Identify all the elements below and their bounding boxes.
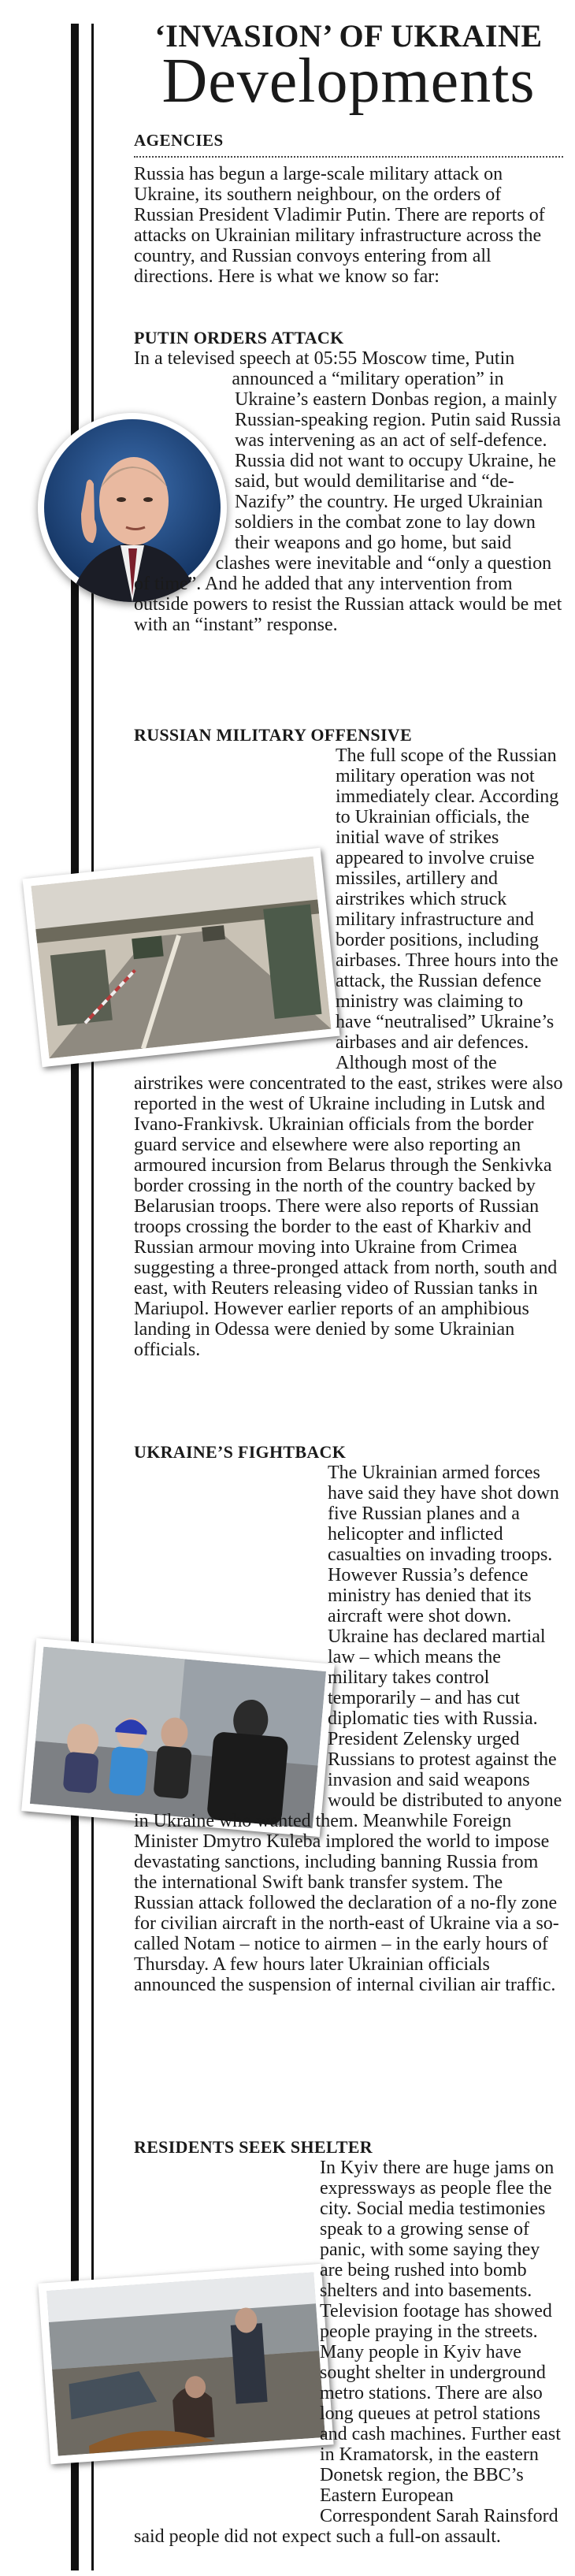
section-text: The Ukrainian armed forces have said they have shot down five Russian planes and a helicopter and inflicted casualties on invading troops. However Russia’s defence ministry has denied that its aircraft were shot down. Ukraine has declared martial law – which means the military takes control temporarily – and has cut diplomatic ties with Russia. President Zelensky urged Russians to protest against the invasion and said weapons would be distributed to anyone in Ukraine who wanted them. Meanwhile Foreign Minister Dmytro Kuleba implored the world to impose devastating sanctions, including banning Russia from the international Swift bank transfer system. The Russian attack followed the declaration of a no-fly zone for civilian aircraft in the north-east of Ukraine via a so-called Notam – notice to airmen – in the early hours of Thursday. A few hours later Ukrainian officials announced the suspension of internal civilian air traffic. — [134, 1463, 562, 1995]
section-heading: PUTIN ORDERS ATTACK — [134, 328, 344, 348]
kicker: ‘INVASION’ OF UKRAINE — [154, 18, 543, 54]
section-text: The full scope of the Russian military operation was not immediately clear. According to Ukrainian officials, the initial wave of strikes appeared to involve cruise missiles, artillery and airstrikes which struck military infrastructure and border positions, including airbases. Three hours into the attack, the Russian defence ministry was claiming to have “neutralised” Ukraine’s airbases and air defences. Although most of the airstrikes were concentrated to the east, strikes were also reported in the west of Ukraine including in Lutsk and Ivano-Frankivsk. Ukrainian officials from the border guard service and elsewhere were also reporting an armoured incursion from Belarus through the Senkivka border crossing in the north of the country backed by Belarusian troops. There were also reports of Russian troops crossing the border to the east of Kharkiv and Russian armour moving into Ukraine from Crimea suggesting a three-pronged attack from north, south and east, with Reuters releasing video of Russian tanks in Mariupol. However earlier reports of an amphibious landing in Odessa were denied by some Ukrainian officials. — [134, 745, 563, 1360]
section-heading: UKRAINE’S FIGHTBACK — [134, 1442, 347, 1462]
section-text: In a televised speech at 05:55 Moscow time, Putin announced a “military operation” in Ukraine’s eastern Donbas region, a mainly Russian-speaking region. Putin said Russia was intervening as an act of self-defence. Russia did not want to occupy Ukraine, he said, but would demilitarise and “de-Nazify” the country. He urged Ukrainian soldiers in the combat zone to lay down their weapons and go home, but said clashes were inevitable and “only a question of time”. And he added that any intervention from outside powers to resist the Russian attack would be met with an “instant” response. — [134, 348, 562, 635]
wrap-shape — [39, 397, 228, 586]
wrap-shape — [24, 2219, 315, 2526]
wrap-shape — [24, 827, 331, 1064]
section-text: In Kyiv there are huge jams on expressways as people flee the city. Social media testimonies speak to a growing sense of panic, with some saying they are being rushed into bomb shelters and into basements. Television footage has showed people praying in the streets. Many people in Kyiv have sought shelter in underground metro stations. There are also long queues at petrol stations and cash machines. Further east in Kramatorsk, in the eastern Donetsk region, the BBC’s Eastern European Correspondent Sarah Rainsford said people did not expect such a full-on assault. — [134, 2158, 561, 2547]
section-body — [134, 2158, 563, 2547]
section-heading: RUSSIAN MILITARY OFFENSIVE — [134, 725, 412, 745]
intro-block — [134, 164, 563, 287]
section-body — [134, 348, 563, 635]
divider — [134, 156, 563, 158]
byline: AGENCIES — [134, 131, 224, 150]
wrap-shape — [24, 1585, 323, 1806]
section-body — [134, 1463, 563, 1995]
section-body — [134, 745, 563, 1360]
intro-text: Russia has begun a large-scale military attack on Ukraine, its southern neighbour, on the orders of Russian President Vladimir Putin. There are reports of attacks on Ukrainian military infrastructure across the country, and Russian convoys entering from all directions. Here is what we know so far: — [134, 164, 545, 287]
section-heading: RESIDENTS SEEK SHELTER — [134, 2137, 373, 2157]
page-title: Developments — [161, 46, 536, 116]
